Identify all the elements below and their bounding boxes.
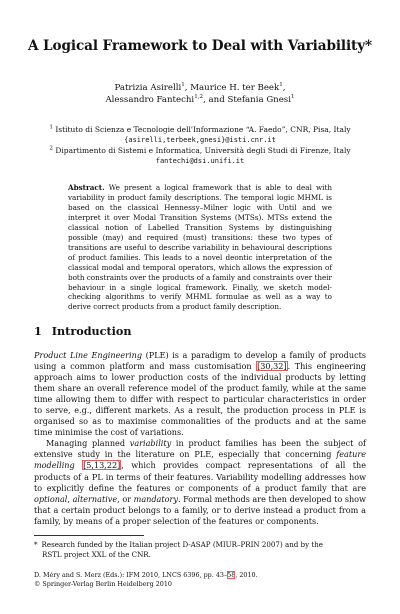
publication-text: D. Méry and S. Merz (Eds.): IFM 2010, LNCS 6396, pp. 43– — [34, 571, 228, 579]
emphasis-term: Product Line Engineering — [34, 350, 143, 360]
author-line-1 — [0, 82, 400, 94]
author-separator: , — [282, 83, 286, 93]
body-text: , — [67, 493, 73, 504]
author-separator: , — [184, 83, 191, 93]
body-text: , which provides compact representations of all the products of a PL in terms of their features. Variability modelling addresses how to explicitly define the features or components of a product family that are — [34, 460, 367, 493]
citation-link[interactable]: [5,13,22] — [83, 460, 121, 471]
affiliation-list — [0, 125, 400, 167]
author-affil-mark: 1,2 — [194, 94, 204, 101]
author-affil-mark: 1 — [181, 82, 185, 89]
citation-link[interactable]: [30,32] — [257, 361, 287, 372]
emphasis-term: alternative — [72, 493, 118, 504]
author-name: Patrizia Asirelli — [114, 83, 182, 93]
author-name: Maurice H. ter Beek — [190, 83, 280, 93]
affiliation-2 — [0, 146, 400, 156]
publication-citation — [34, 571, 366, 580]
affiliation-text: Istituto di Scienza e Tecnologie dell'Informazione “A. Faedo”, CNR, Pisa, Italy — [55, 125, 351, 134]
affiliation-1 — [0, 125, 400, 135]
affiliation-text: Dipartimento di Sistemi e Informatica, Università degli Studi di Firenze, Italy — [55, 145, 351, 155]
affiliation-mark: 1 — [49, 124, 53, 131]
author-line-2 — [0, 94, 400, 106]
section-title: Introduction — [51, 324, 132, 338]
copyright-line: © Springer-Verlag Berlin Heidelberg 2010 — [34, 579, 172, 588]
page-link[interactable]: 58 — [227, 571, 236, 579]
paper-title: A Logical Framework to Deal with Variability* — [27, 38, 373, 54]
abstract — [68, 183, 332, 312]
footnote-divider — [34, 535, 144, 536]
affiliation-mark: 2 — [49, 145, 53, 152]
author-name: Alessandro Fantechi — [105, 95, 195, 105]
publication-text: , 2010. — [235, 571, 258, 579]
body-paragraph-1 — [34, 350, 366, 438]
footnote — [34, 540, 366, 559]
section-number: 1 — [34, 324, 42, 338]
author-separator: , and — [203, 95, 228, 105]
author-name: Stefania Gnesi — [227, 95, 291, 105]
footnote-text: Research funded by the Italian project D-ASAP (MIUR–PRIN 2007) and by the — [41, 540, 323, 549]
section-heading — [34, 324, 131, 338]
emphasis-term: mandatory — [133, 493, 178, 504]
body-text: . Formal methods are then developed to show that a certain product belongs to a family, or to derive instead a product from a family, by means of a proper selection of the features or components. — [34, 493, 366, 526]
body-text — [75, 460, 82, 470]
emphasis-term: variability — [129, 438, 172, 449]
emphasis-term: feature modelling — [34, 449, 366, 471]
author-affil-mark: 1 — [279, 82, 283, 89]
body-text: in product families has been the subject of extensive study in the literature on PLE, especially that concerning — [34, 438, 366, 460]
body-text: (PLE) is a paradigm to develop a family of products using a common platform and mass customisation — [34, 350, 367, 372]
body-text: Managing planned — [46, 438, 130, 449]
emphasis-term: optional — [34, 493, 68, 504]
footnote-mark: * — [34, 540, 38, 549]
affiliation-email[interactable]: fantechi@dsi.unifi.it — [155, 157, 245, 166]
body-paragraph-2 — [34, 438, 366, 526]
abstract-label: Abstract. — [68, 183, 105, 192]
footnote-line-2: RSTL project XXL of the CNR. — [42, 549, 151, 559]
body-text: , or — [117, 493, 134, 504]
abstract-text: We present a logical framework that is able to deal with variability in product family descriptions. The temporal logic MHML is based on the classical Hennessy–Milner logic with Until and we interpret it over Modal Transition Systems (MTSs). MTSs extend the classical notion of Labelled Transition Systems by distinguishing possible (may) and required (must) transitions: these two types of transitions are useful to describe variability in behavioural descriptions of product families. This leads to a novel deontic interpretation of the classical modal and temporal operators, which allows the expression of both constraints over the products of a family and constraints over their behaviour in a single logical framework. Finally, we sketch model-checking algorithms to verify MHML formulae as well as a way to derive correct products from a product family description. — [68, 183, 332, 312]
author-list — [0, 82, 400, 106]
publication-info — [34, 571, 366, 588]
body-text: . This engineering approach aims to lower production costs of the individual products by letting them share an overall reference model of the product family, while at the same time allowing them to differ with respect to particular characteristics in order to serve, e.g., different markets. As a result, the production process in PLE is organised so as to maximise commonalities of the products and at the same time minimise the cost of variations. — [34, 361, 366, 438]
section-body — [34, 350, 366, 527]
affiliation-email[interactable]: {asirelli,terbeek,gnesi}@isti.cnr.it — [124, 136, 276, 145]
footnote-line-1 — [34, 540, 366, 550]
author-affil-mark: 1 — [290, 94, 295, 101]
